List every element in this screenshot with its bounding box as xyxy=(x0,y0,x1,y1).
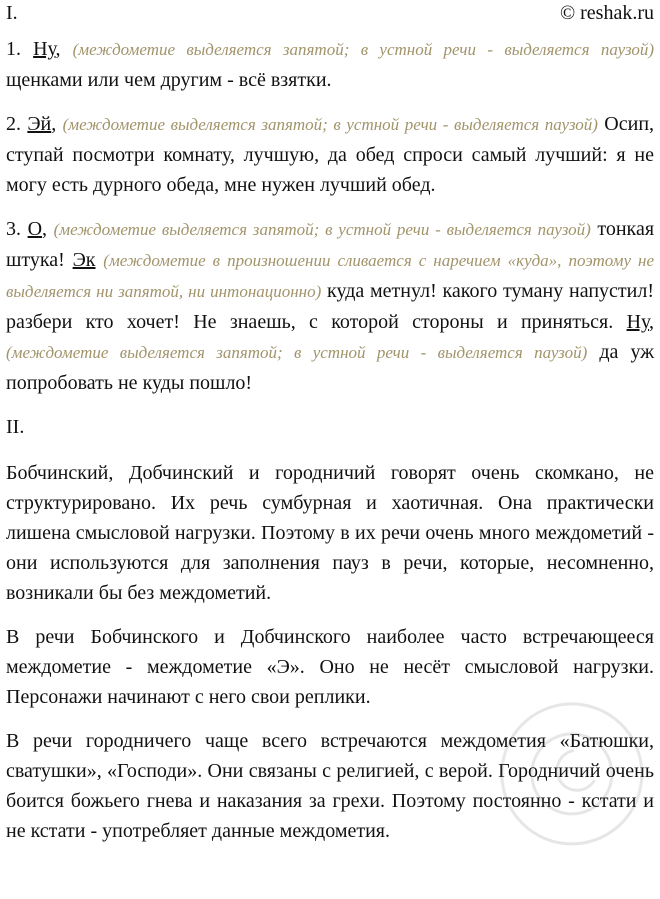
example-2 xyxy=(6,109,654,200)
example-3-comma-3: , xyxy=(649,311,655,333)
section-one-heading: I. xyxy=(6,2,18,24)
example-3-text-2: куда метнул! какого туману напустил! разбери кто хочет! Не знаешь, с которой стороны и приняться. xyxy=(6,280,654,333)
example-3-interjection-3: Ну xyxy=(626,311,650,333)
example-3-interjection-2: Эк xyxy=(72,249,96,271)
analysis-paragraph-1: Бобчинский, Добчинский и городничий говорят очень скомкано, не структурировано. Их речь сумбурная и хаотичная. Она практически лишена смысловой нагрузки. Поэтому в их речи очень много междометий - они используются для заполнения пауз в речи, которые, несомненно, возникали бы без междометий. xyxy=(6,462,654,604)
example-1-interjection: Ну xyxy=(33,38,56,60)
example-3 xyxy=(6,214,654,398)
example-1 xyxy=(6,34,654,95)
example-3-text-3: да уж попробовать не куды пошло! xyxy=(6,341,655,394)
example-1-text: щенками или чем другим - всё взятки. xyxy=(6,69,332,91)
example-1-number: 1. xyxy=(6,38,21,60)
watermark-text: © reshak.ru xyxy=(559,2,654,24)
example-3-number: 3. xyxy=(6,218,21,240)
analysis-paragraph-3: В речи городничего чаще всего встречаются междометия «Батюшки, сватушки», «Господи». Они связаны с религией, с верой. Городничий очень боится божьего гнева и наказания за грехи. Поэтому постоянно - кстати и не кстати - употребляет данные междометия. xyxy=(6,730,654,842)
example-2-note: (междометие выделяется запятой; в устной речи - выделяется паузой) xyxy=(62,115,598,134)
section-two-heading: II. xyxy=(6,416,25,438)
example-2-comma: , xyxy=(51,113,57,135)
example-3-note-2: (междометие в произношении сливается с наречием «куда», поэтому не выделяется ни запятой, ни интонационно) xyxy=(6,251,654,301)
example-3-interjection-1: О xyxy=(27,218,43,240)
example-2-interjection: Эй xyxy=(27,113,52,135)
example-2-number: 2. xyxy=(6,113,21,135)
example-3-text-1: тонкая штука! xyxy=(6,218,655,271)
analysis-paragraph-2: В речи Бобчинского и Добчинского наиболее часто встречающееся междометие - междометие «Э». Оно не несёт смысловой нагрузки. Персонажи начинают с него свои реплики. xyxy=(6,626,654,708)
header-line xyxy=(6,0,654,34)
example-1-note: (междометие выделяется запятой; в устной речи - выделяется паузой) xyxy=(72,40,655,59)
document-page xyxy=(6,0,654,860)
example-1-comma: , xyxy=(55,38,61,60)
example-2-text: Осип, ступай посмотри комнату, лучшую, да обед спроси самый лучший: я не могу есть дурного обеда, мне нужен лучший обед. xyxy=(6,113,655,196)
example-3-note-3: (междометие выделяется запятой; в устной речи - выделяется паузой) xyxy=(6,343,588,362)
example-3-comma-1: , xyxy=(42,218,48,240)
example-3-note-1: (междометие выделяется запятой; в устной речи - выделяется паузой) xyxy=(53,220,591,239)
